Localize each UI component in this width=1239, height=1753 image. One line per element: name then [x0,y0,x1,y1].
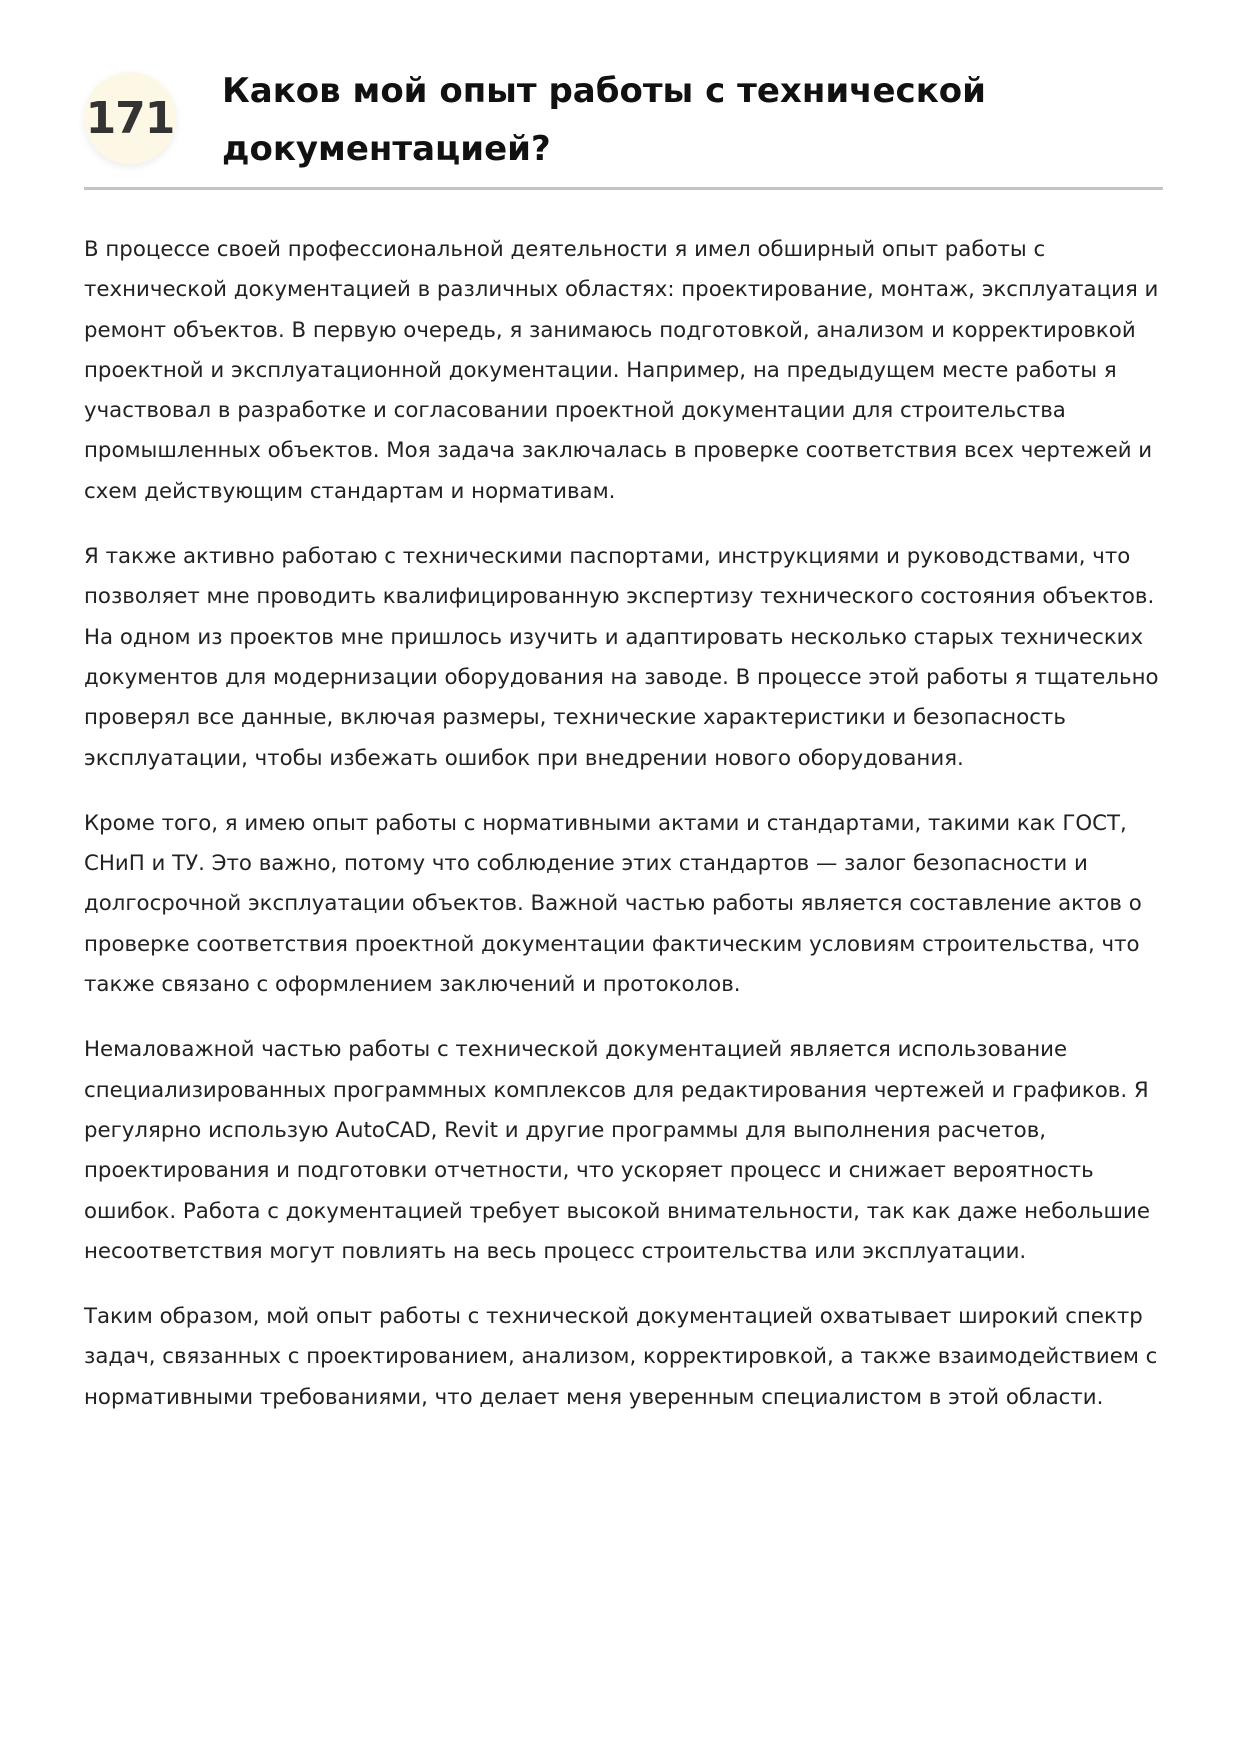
question-title: Каков мой опыт работы с технической документацией? [222,71,986,169]
paragraph: В процессе своей профессиональной деятельности я имел обширный опыт работы с технической документацией в различных областях: проектирование, монтаж, эксплуатация и ремонт объектов. В первую очередь, я занимаюсь подготовкой, анализом и корректировкой проектной и эксплуатационной документации. Например, на предыдущем месте работы я участвовал в разработке и согласовании проектной документации для строительства промышленных объектов. Моя задача заключалась в проверке соответствия всех чертежей и схем действующим стандартам и нормативам. [84,237,1159,504]
paragraph: Кроме того, я имею опыт работы с нормативными актами и стандартами, такими как ГОСТ, СНиП и ТУ. Это важно, потому что соблюдение этих стандартов — залог безопасности и долгосрочной эксплуатации объектов. Важной частью работы является составление актов о проверке соответствия проектной документации фактическим условиям строительства, что также связано с оформлением заключений и протоколов. [84,810,1142,998]
paragraph: Я также активно работаю с техническими паспортами, инструкциями и руководствами, что позволяет мне проводить квалифицированную экспертизу технического состояния объектов. На одном из проектов мне пришлось изучить и адаптировать несколько старых технических документов для модернизации оборудования на заводе. В процессе этой работы я тщательно проверял все данные, включая размеры, технические характеристики и безопасность эксплуатации, чтобы избежать ошибок при внедрении нового оборудования. [84,544,1159,771]
question-number-badge: 171 [84,72,176,164]
paragraph: Таким образом, мой опыт работы с технической документацией охватывает широкий спектр задач, связанных с проектированием, анализом, корректировкой, а также взаимодействием с нормативными требованиями, что делает меня уверенным специалистом в этой области. [84,1304,1158,1410]
paragraph: Немаловажной частью работы с технической документацией является использование специализированных программных комплексов для редактирования чертежей и графиков. Я регулярно использую AutoCAD, Revit и другие программы для выполнения расчетов, проектирования и подготовки отчетности, что ускоряет процесс и снижает вероятность ошибок. Работа с документацией требует высокой внимательности, так как даже небольшие несоответствия могут повлиять на весь процесс строительства или эксплуатации. [84,1037,1150,1264]
question-header [84,62,1163,188]
answer-body [84,230,1169,1443]
header-divider [84,187,1163,190]
